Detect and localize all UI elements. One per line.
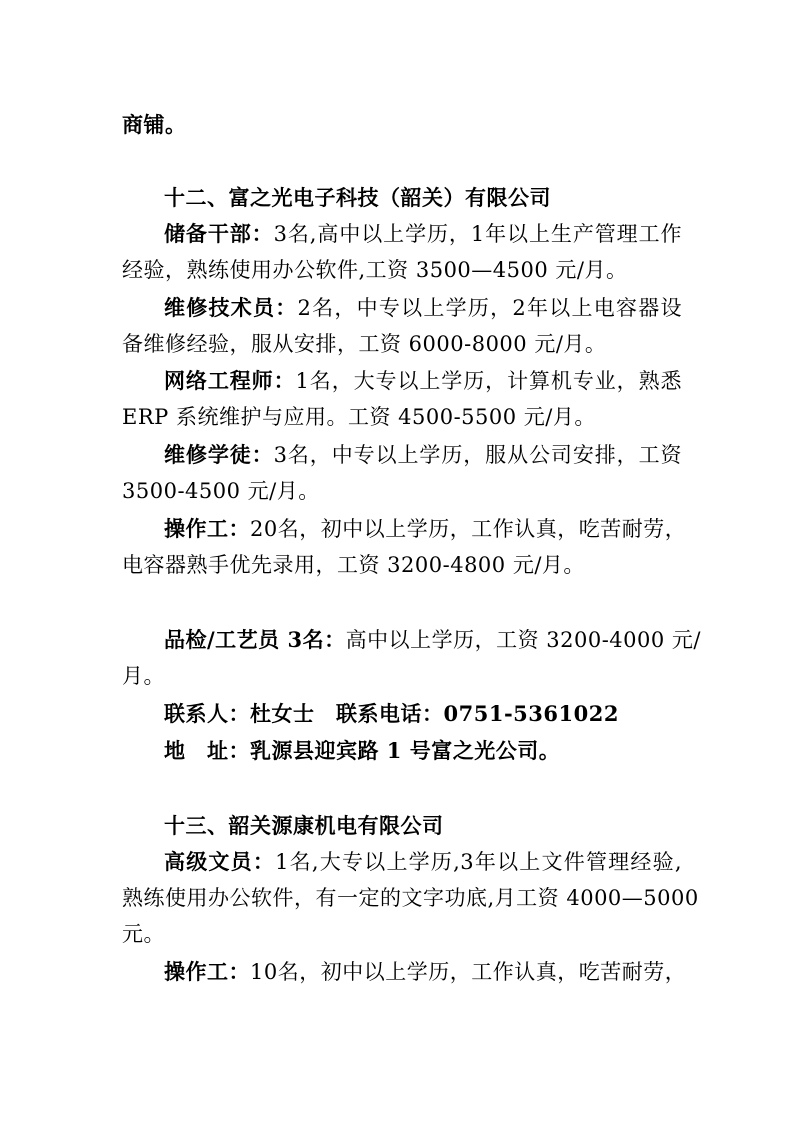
contact-label: 联系人： [164, 701, 250, 726]
job-detail: 3名,高中以上学历，1年以上生产管理工作 [273, 222, 682, 246]
job-title: 维修技术员： [164, 295, 298, 320]
line-text: ERP 系统维护与应用。工资 4500-5500 元/月。 [122, 405, 596, 429]
job-title: 网络工程师： [164, 368, 296, 393]
section-heading-13 [164, 811, 682, 841]
job-title: 操作工： [164, 959, 250, 984]
job-detail: 高中以上学历，工资 3200-4000 元/ [345, 628, 702, 652]
job-detail: 10名，初中以上学历，工作认真，吃苦耐劳， [250, 960, 687, 984]
text-line [122, 919, 682, 949]
address-line [164, 736, 682, 766]
job-detail: 20名，初中以上学历，工作认真，吃苦耐劳， [250, 517, 687, 541]
contact-line [164, 699, 682, 729]
line-text: 月。 [122, 664, 165, 688]
text-line [122, 661, 682, 691]
line-text: 3500-4500 元/月。 [122, 479, 320, 503]
job-title: 储备干部： [164, 221, 274, 246]
text-line [122, 883, 699, 913]
job-item-operator-2 [164, 957, 687, 987]
line-text: 备维修经验，服从安排，工资 6000-8000 元/月。 [122, 332, 607, 356]
job-title: 品检/工艺员 3名： [164, 627, 346, 652]
job-title: 维修学徒： [164, 442, 274, 467]
address-label: 地 址： [164, 738, 250, 763]
job-item-reserve-cadre [164, 219, 682, 249]
job-detail: 1名，大专以上学历，计算机专业，熟悉 [295, 369, 683, 393]
address-detail: 乳源县迎宾路 1 号富之光公司。 [250, 738, 561, 763]
job-item-senior-clerk [164, 847, 682, 877]
job-detail: 3名，中专以上学历，服从公司安排，工资 [273, 443, 683, 467]
line-text: 经验，熟练使用办公软件,工资 3500—4500 元/月。 [122, 258, 628, 282]
job-title: 高级文员： [164, 849, 276, 874]
text-line [122, 329, 682, 359]
text-line [122, 550, 682, 580]
section-heading-12 [164, 183, 682, 213]
job-item-repair-technician [164, 293, 682, 323]
line-text: 元。 [122, 922, 165, 946]
text-line [122, 110, 682, 140]
contact-detail: 杜女士 联系电话：0751-5361022 [250, 701, 619, 726]
job-item-quality-inspector [164, 625, 702, 655]
text-line [122, 255, 682, 285]
heading-text: 十三、韶关源康机电有限公司 [164, 813, 444, 838]
job-detail: 1名,大专以上学历,3年以上文件管理经验, [275, 850, 682, 874]
job-title: 操作工： [164, 516, 250, 541]
text-line [122, 476, 682, 506]
line-text: 电容器熟手优先录用，工资 3200-4800 元/月。 [122, 553, 585, 577]
job-detail: 2名，中专以上学历，2年以上电容器设 [297, 296, 682, 320]
line-text: 熟练使用办公软件，有一定的文字功底,月工资 4000—5000 [122, 886, 699, 910]
job-item-network-engineer [164, 366, 682, 396]
heading-text: 十二、富之光电子科技（韶关）有限公司 [164, 185, 551, 210]
job-item-operator [164, 514, 687, 544]
line-text: 商铺。 [122, 112, 187, 137]
job-item-repair-apprentice [164, 440, 682, 470]
text-line [122, 402, 682, 432]
